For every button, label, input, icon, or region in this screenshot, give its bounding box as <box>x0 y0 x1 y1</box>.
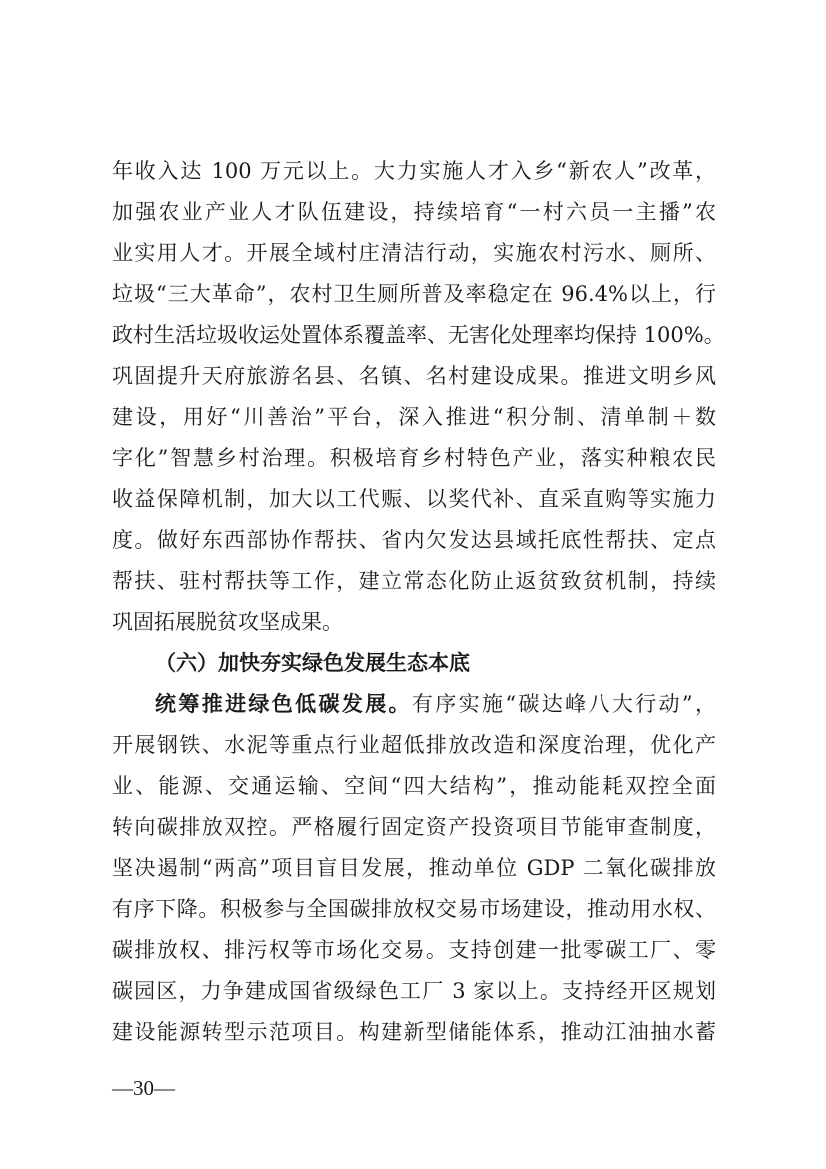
body-text-line: 碳排放权、排污权等市场化交易。支持创建一批零碳工厂、零 <box>112 938 716 962</box>
body-text-line: 坚决遏制“两高”项目盲目发展，推动单位 GDP 二氧化碳排放 <box>112 856 716 880</box>
body-text-line: 垃圾“三大革命”，农村卫生厕所普及率稳定在 96.4%以上，行 <box>112 282 716 306</box>
body-text-line: 业实用人才。开展全域村庄清洁行动，实施农村污水、厕所、 <box>112 241 716 265</box>
body-text-line: 开展钢铁、水泥等重点行业超低排放改造和深度治理，优化产 <box>112 733 716 757</box>
body-text-line: 政村生活垃圾收运处置体系覆盖率、无害化处理率均保持 100%。 <box>112 323 725 347</box>
body-text-line: 收益保障机制，加大以工代赈、以奖代补、直采直购等实施力 <box>112 487 716 511</box>
body-text-line: 帮扶、驻村帮扶等工作，建立常态化防止返贫致贫机制，持续 <box>112 569 716 593</box>
paragraph-lead-heading: 统筹推进绿色低碳发展。 <box>155 692 412 716</box>
body-text-line: 度。做好东西部协作帮扶、省内欠发达县域托底性帮扶、定点 <box>112 528 716 552</box>
body-text-line: 巩固拓展脱贫攻坚成果。 <box>112 610 343 634</box>
body-text-line: 年收入达 100 万元以上。大力实施人才入乡“新农人”改革， <box>112 159 716 183</box>
body-text-line: 转向碳排放双控。严格履行固定资产投资项目节能审查制度， <box>112 815 716 839</box>
page-number: —30— <box>112 1076 175 1100</box>
body-text-line: 巩固提升天府旅游名县、名镇、名村建设成果。推进文明乡风 <box>112 364 716 388</box>
body-text-line: 碳园区，力争建成国省级绿色工厂 3 家以上。支持经开区规划 <box>112 979 716 1003</box>
body-text-line: 建设能源转型示范项目。构建新型储能体系，推动江油抽水蓄 <box>112 1020 716 1044</box>
body-text-line: 加强农业产业人才队伍建设，持续培育“一村六员一主播”农 <box>112 200 716 224</box>
paragraph-lead-rest: 有序实施“碳达峰八大行动”， <box>411 692 716 716</box>
body-text-line: 业、能源、交通运输、空间“四大结构”，推动能耗双控全面 <box>112 774 716 798</box>
body-text-line: 建设，用好“川善治”平台，深入推进“积分制、清单制＋数 <box>112 405 716 429</box>
section-heading: （六）加快夯实绿色发展生态本底 <box>155 651 470 675</box>
body-text-line: 字化”智慧乡村治理。积极培育乡村特色产业，落实种粮农民 <box>112 446 716 470</box>
body-text-line-first <box>155 684 716 724</box>
body-text-line: 有序下降。积极参与全国碳排放权交易市场建设，推动用水权、 <box>112 897 716 921</box>
